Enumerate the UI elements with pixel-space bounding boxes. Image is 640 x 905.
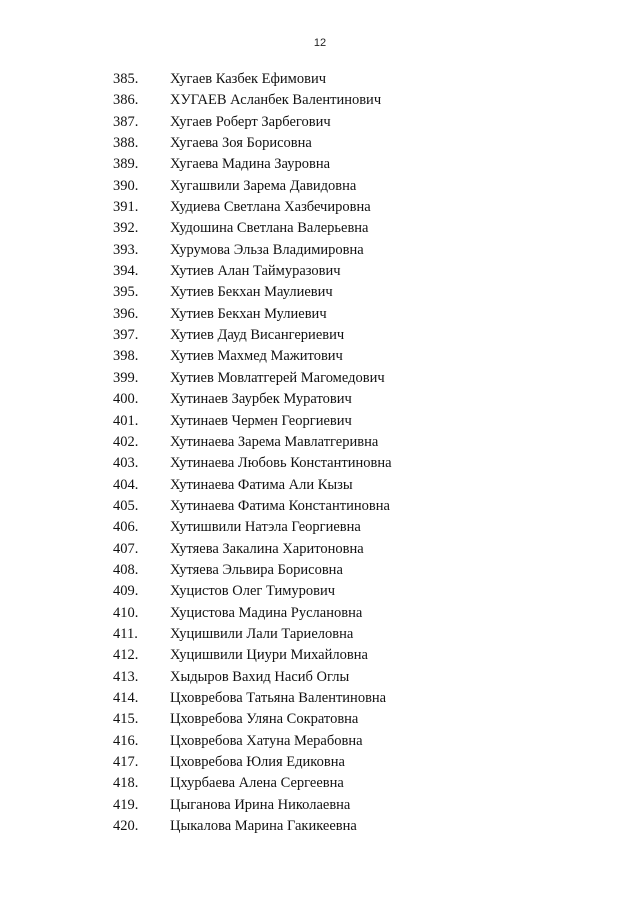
list-item-number: 389. <box>113 156 139 173</box>
list-item-number: 386. <box>113 92 139 109</box>
list-item-name: Хутишвили Натэла Георгиевна <box>170 519 361 536</box>
list-item <box>0 731 640 752</box>
list-item-number: 412. <box>113 647 139 664</box>
list-item-name: Хуцистова Мадина Руслановна <box>170 604 363 621</box>
list-item-name: Хутяева Эльвира Борисовна <box>170 561 343 578</box>
list-item <box>0 112 640 133</box>
list-item-name: Хыдыров Вахид Насиб Оглы <box>170 668 350 685</box>
list-item-number: 414. <box>113 689 139 706</box>
list-item-number: 418. <box>113 775 139 792</box>
list-item-name: Цховребова Юлия Едиковна <box>170 754 345 770</box>
list-item-name: ХУГАЕВ Асланбек Валентинович <box>170 92 382 109</box>
list-item-name: Хутиев Бекхан Мулиевич <box>170 305 327 322</box>
list-item-name: Хутиев Махмед Мажитович <box>170 348 343 365</box>
list-item <box>0 325 640 346</box>
list-item-name: Цыкалова Марина Гакикеевна <box>170 818 357 835</box>
list-item <box>0 624 640 645</box>
list-item-number: 394. <box>113 263 139 280</box>
list-item-name: Хугаев Роберт Зарбегович <box>170 113 331 130</box>
list-item-name: Хугашвили Зарема Давидовна <box>170 177 357 194</box>
list-item-name: Хугаева Мадина Зауровна <box>170 156 331 173</box>
list-item <box>0 197 640 218</box>
list-item-number: 413. <box>113 668 139 685</box>
list-item <box>0 645 640 666</box>
list-item-name: Хутиев Алан Таймуразович <box>170 263 341 280</box>
list-item <box>0 218 640 239</box>
list-item <box>0 90 640 111</box>
list-item-number: 404. <box>113 476 139 493</box>
list-item-name: Хуцистов Олег Тимурович <box>170 583 336 600</box>
list-item <box>0 539 640 560</box>
list-item <box>0 368 640 389</box>
list-item-number: 395. <box>113 284 139 301</box>
list-item <box>0 133 640 154</box>
list-item <box>0 282 640 303</box>
list-item-number: 401. <box>113 412 139 429</box>
page-number: 12 <box>313 37 327 49</box>
list-item-number: 391. <box>113 199 139 216</box>
list-item-name: Хугаев Казбек Ефимович <box>170 71 327 87</box>
list-item-name: Хутиев Мовлатгерей Магомедович <box>170 369 385 386</box>
list-item-number: 392. <box>113 220 139 237</box>
list-item-number: 393. <box>113 241 139 258</box>
list-item <box>0 411 640 432</box>
list-item-number: 409. <box>113 583 139 600</box>
list-item <box>0 581 640 602</box>
list-item <box>0 432 640 453</box>
list-item <box>0 517 640 538</box>
list-item-number: 417. <box>113 754 139 770</box>
list-item <box>0 496 640 517</box>
list-item-number: 390. <box>113 177 139 194</box>
list-item-number: 419. <box>113 796 139 813</box>
list-item <box>0 453 640 474</box>
list-item <box>0 346 640 367</box>
list-item-number: 411. <box>113 625 138 642</box>
list-item <box>0 176 640 197</box>
list-item-number: 420. <box>113 818 139 835</box>
list-item-number: 400. <box>113 391 139 408</box>
list-item-name: Хутинаева Любовь Константиновна <box>170 455 392 472</box>
list-item <box>0 709 640 730</box>
list-item-name: Цыганова Ирина Николаевна <box>170 796 351 813</box>
list-item <box>0 667 640 688</box>
list-item-name: Хуцишвили Циури Михайловна <box>170 647 368 664</box>
list-item <box>0 240 640 261</box>
list-item-number: 415. <box>113 711 139 728</box>
list-item-name: Хутинаев Заурбек Муратович <box>170 391 352 408</box>
list-item-number: 403. <box>113 455 139 472</box>
list-item-number: 408. <box>113 561 139 578</box>
list-item-name: Хутинаев Чермен Георгиевич <box>170 412 352 429</box>
list-item <box>0 304 640 325</box>
list-item <box>0 816 640 837</box>
list-item <box>0 154 640 175</box>
list-item <box>0 560 640 581</box>
list-item-number: 416. <box>113 732 139 749</box>
list-item-number: 399. <box>113 369 139 386</box>
list-item-number: 407. <box>113 540 139 557</box>
list-item-name: Хутинаева Зарема Мавлатгеривна <box>170 433 379 450</box>
list-item-number: 385. <box>113 71 139 87</box>
list-item-name: Хуцишвили Лали Тариеловна <box>170 625 354 642</box>
list-item-name: Хутяева Закалина Харитоновна <box>170 540 364 557</box>
list-item-name: Хутинаева Фатима Али Кызы <box>170 476 353 493</box>
list-item-number: 402. <box>113 433 139 450</box>
list-item-number: 397. <box>113 327 139 344</box>
name-list <box>0 69 640 837</box>
list-item <box>0 795 640 816</box>
list-item-name: Хутиев Дауд Висангериевич <box>170 327 345 344</box>
list-item-name: Хутинаева Фатима Константиновна <box>170 497 390 514</box>
list-item-name: Хурумова Эльза Владимировна <box>170 241 364 258</box>
list-item-name: Хугаева Зоя Борисовна <box>170 135 312 152</box>
list-item <box>0 475 640 496</box>
list-item-name: Хутиев Бекхан Маулиевич <box>170 284 333 301</box>
list-item <box>0 688 640 709</box>
list-item-number: 410. <box>113 604 139 621</box>
list-item-number: 396. <box>113 305 139 322</box>
list-item <box>0 752 640 773</box>
list-item-name: Цхурбаева Алена Сергеевна <box>170 775 344 792</box>
list-item-name: Цховребова Уляна Сократовна <box>170 711 359 728</box>
list-item-number: 387. <box>113 113 139 130</box>
list-item-name: Худиева Светлана Хазбечировна <box>170 199 371 216</box>
list-item-number: 398. <box>113 348 139 365</box>
list-item <box>0 389 640 410</box>
list-item-number: 388. <box>113 135 139 152</box>
list-item-name: Цховребова Хатуна Мерабовна <box>170 732 363 749</box>
list-item-number: 405. <box>113 497 139 514</box>
list-item <box>0 773 640 794</box>
list-item <box>0 603 640 624</box>
list-item-number: 406. <box>113 519 139 536</box>
list-item-name: Худошина Светлана Валерьевна <box>170 220 369 237</box>
list-item <box>0 69 640 90</box>
list-item <box>0 261 640 282</box>
list-item-name: Цховребова Татьяна Валентиновна <box>170 689 387 706</box>
